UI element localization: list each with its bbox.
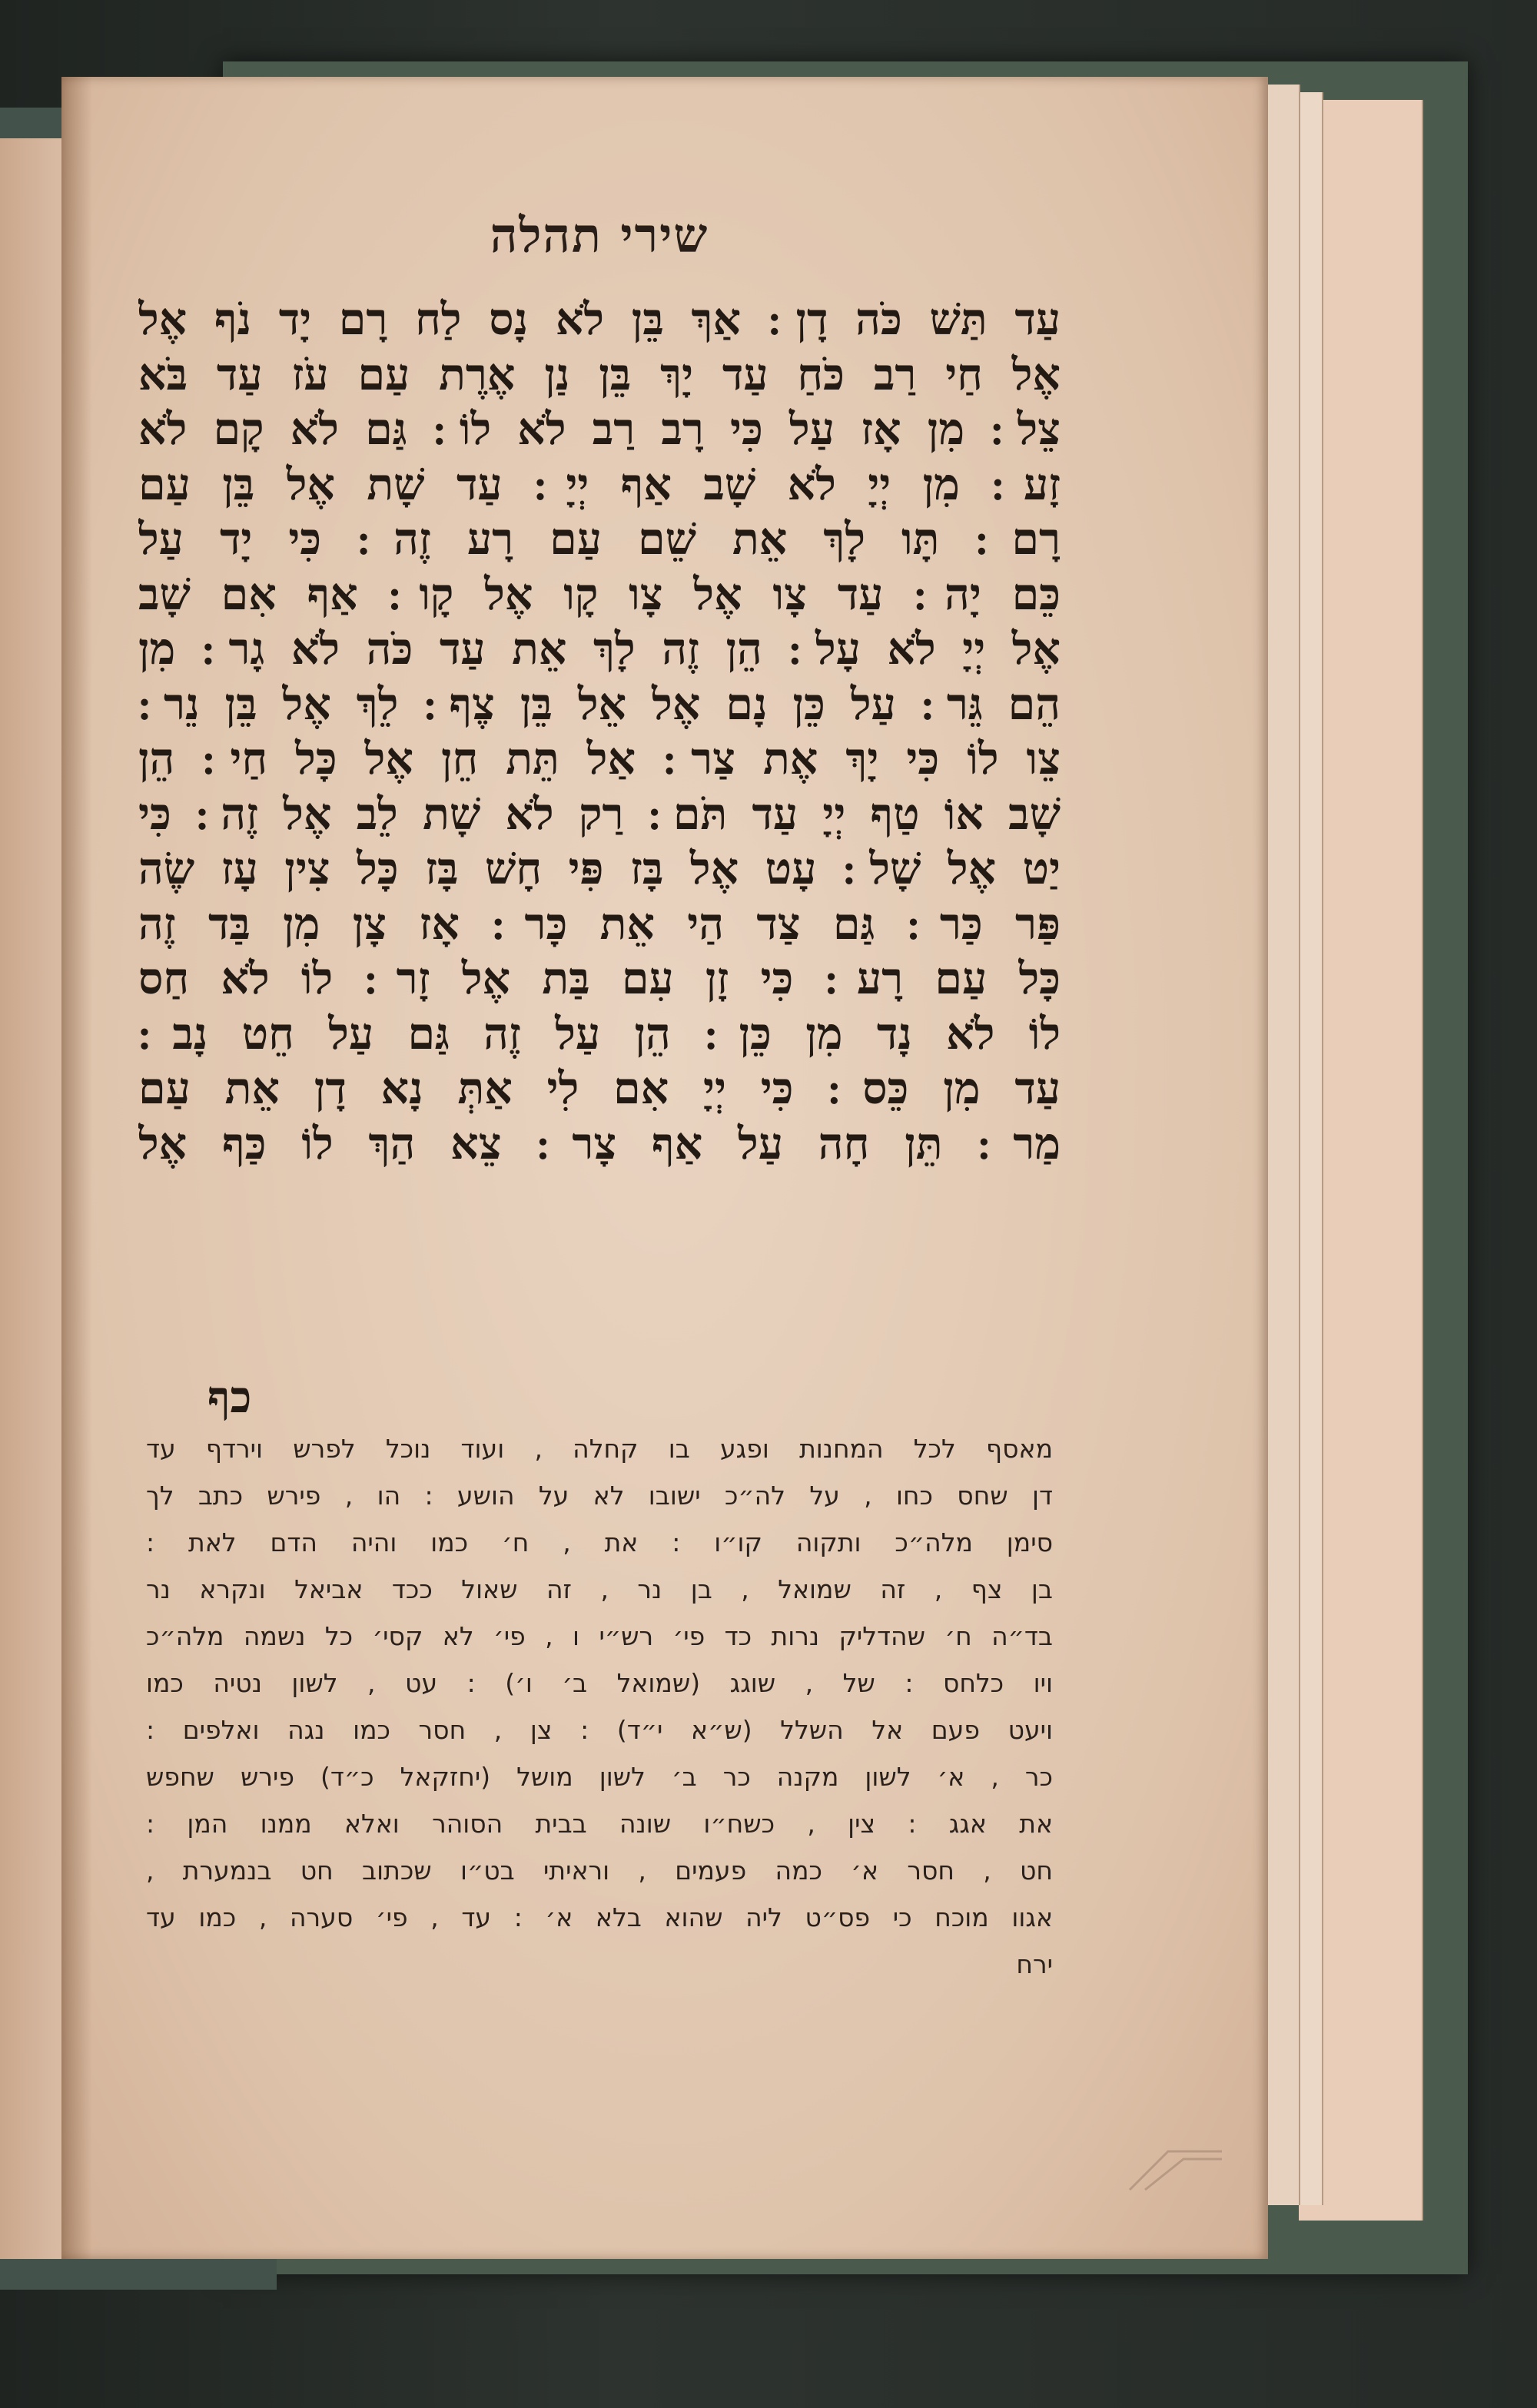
- running-title: שירי תהלה: [490, 207, 709, 264]
- commentary-line: אגוו מוכח כי פס״ט ליה שהוא בלא א׳ : עד , פי׳ סערה , כמו עד: [146, 1902, 1053, 1932]
- poem-line: הֵם גֵּר ׃ עַל כֵּן נָם אֶל אֵל בֵּן צֶף ׃ לֵךְ אֶל בֵּן נֵר ׃: [138, 678, 1061, 730]
- commentary-line: סימן מלה״כ ותקוה קו״ו : את , ח׳ כמו והיה הדם לאת :: [146, 1527, 1053, 1557]
- poem-line: יַט אֶל שָׁל ׃ עָט אֶל בָּז פִּי חָשׁ בָּז כָּל צִין עָז שֶׂה: [138, 843, 1061, 894]
- poem-line: לוֹ לֹא נָד מִן כֵּן ׃ הֵן עַל זֶה גַּם עַל חֵט נָב ׃: [138, 1007, 1061, 1060]
- commentary-line: ויו כלחס : של , שוגג (שמואל ב׳ ו׳) : עט , לשון נטיה כמו: [146, 1668, 1053, 1698]
- corner-mark: [1122, 2136, 1230, 2197]
- commentary-line: ויעט פעם אל השלל (ש״א י״ד) : צן , חסר כמו נגה ואלפים :: [146, 1715, 1053, 1745]
- commentary-line: ירח: [1016, 1949, 1053, 1979]
- page-gutter-shadow: [61, 77, 92, 2259]
- poem-line: עַד תַּשׁ כֹּה דָן ׃ אַךְ בֵּן לֹא נָס לַח רָם יָד נֹף אֶל: [138, 294, 1061, 345]
- poem-line: פַּר כַּר ׃ גַּם צַד הַי אֵת כָּר ׃ אָז צָן מִן בַּד זֶה: [138, 897, 1061, 950]
- poem-line: צֵל ׃ מִן אָז עַל כִּי רָב רַב לֹא לוֹ ׃ גַּם לֹא קָם לֹא: [138, 403, 1061, 455]
- poem-line: אֶל יְיָ לֹא עָל ׃ הֵן זֶה לָךְ אֵת עַד כֹּה לֹא גָר ׃ מִן: [138, 623, 1061, 675]
- catchword: כף: [207, 1371, 252, 1423]
- commentary-line: בד״ה ח׳ שהדליק נרות כד פי׳ רש״י ו , פי׳ לא קסי׳ כל נשמה מלה״כ: [146, 1621, 1053, 1651]
- commentary-line: את אגג : צין , כשח״ו שונה בבית הסוהר ואלא ממנו המן :: [146, 1809, 1053, 1839]
- poem-line: צֵו לוֹ כִּי יָךְ אֶת צַר ׃ אַל תֵּת חֵן אֶל כָּל חַי ׃ הֵן: [138, 733, 1061, 784]
- poem-line: כֵּם יָה ׃ עַד צָו אֶל צָו קָו אֶל קָו ׃ אַף אִם שָׁב: [138, 568, 1061, 620]
- facing-page: [0, 138, 61, 2259]
- commentary-line: דן שחס כחו , על לה״כ ישובו לא על הושע : הו , פירש כתב לך: [146, 1481, 1053, 1511]
- poem-line: עַד מִן כֵּס ׃ כִּי יְיָ אִם לִי אַתְּ נָא דָן אֵת עַם: [138, 1063, 1061, 1114]
- commentary-text-block: [146, 1425, 1053, 1988]
- commentary-line: חט , חסר א׳ כמה פעמים , וראיתי בט״ו שכתוב חט בנמערת ,: [146, 1856, 1053, 1886]
- poem-line: אֶל חַי רַב כֹּחַ עַד יָךְ בֵּן נַן אֶרֶת עַם עֹז עַד בֹּא: [138, 348, 1061, 400]
- poem-line: כָּל עַם רָע ׃ כִּי זָן עִם בַּת אֶל זָר ׃ לוֹ לֹא חַס: [138, 953, 1061, 1004]
- poem-line: מַר ׃ תֵּן חָה עַל אַף צָר ׃ צֵא הַךְ לוֹ כַּף אֶל: [138, 1117, 1061, 1169]
- poem-text-block: [138, 292, 1061, 1171]
- commentary-line: מאסף לכל המחנות ופגע בו קחלה , ועוד נוכל לפרש וירדף עד: [146, 1434, 1053, 1464]
- poem-line: זָע ׃ מִן יְיָ לֹא שָׁב אַף יְיָ ׃ עַד שָׁת אֶל בֵּן עַם: [138, 458, 1061, 510]
- poem-line: רָם ׃ תָּו לָךְ אֵת שֵׁם עַם רָע זֶה ׃ כִּי יָד עַל: [138, 513, 1061, 565]
- commentary-line: כר , א׳ לשון מקנה כר ב׳ לשון מושל (יחזקאל כ״ד) פירש שחפש: [146, 1762, 1053, 1792]
- poem-line: שָׁב אוֹ טַף יְיָ עַד תֹּם ׃ רַק לֹא שָׁת לֵב אֶל זֶה ׃ כִּי: [138, 788, 1061, 840]
- commentary-line: בן צף , זה שמואל , בן נר , זה שאול ככד אביאל ונקרא נר: [146, 1574, 1053, 1604]
